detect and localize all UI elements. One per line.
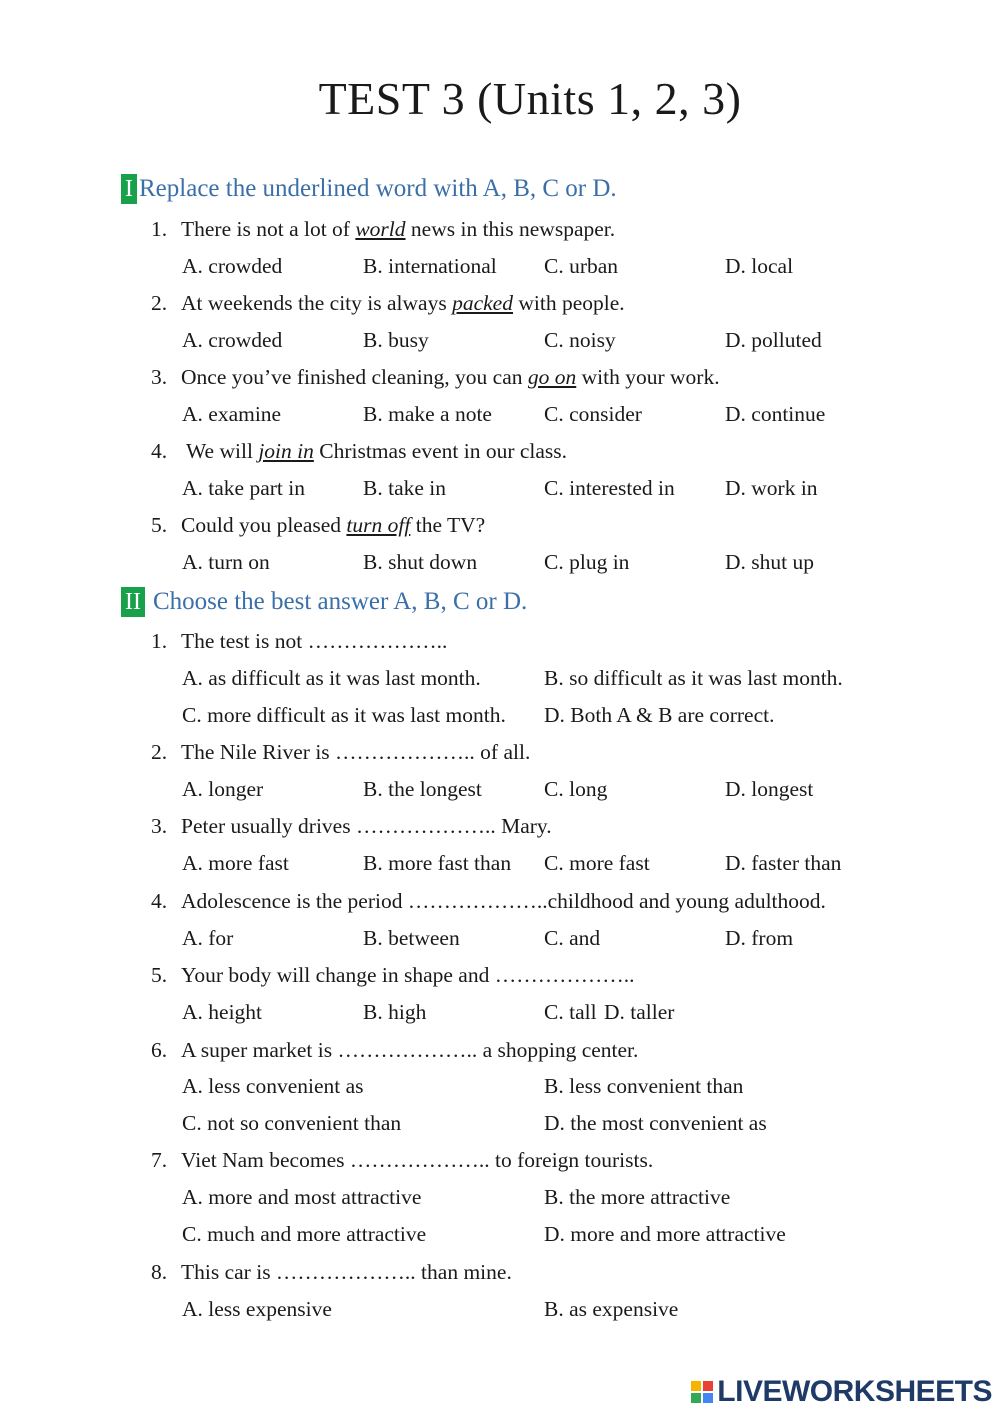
section-2-number: II xyxy=(121,587,145,617)
option-b[interactable]: B. busy xyxy=(363,328,429,352)
question-text: There is not a lot of world news in this newspaper. xyxy=(181,217,616,241)
underlined-word: world xyxy=(355,217,406,241)
section-1-instruction: Replace the underlined word with A, B, C or D. xyxy=(139,175,617,202)
underlined-word: packed xyxy=(452,291,513,315)
question-number: 4. xyxy=(151,439,168,463)
option-d[interactable]: D. local xyxy=(725,254,794,278)
option-b[interactable]: B. international xyxy=(363,254,497,278)
section-1-heading xyxy=(121,172,617,206)
question-text: At weekends the city is always packed with people. xyxy=(181,291,625,315)
option-d[interactable]: D. continue xyxy=(725,402,826,426)
question-text: The Nile River is ……………….. of all. xyxy=(181,740,531,764)
option-a[interactable]: A. turn on xyxy=(182,550,270,574)
option-c[interactable]: C. more fast xyxy=(544,851,650,875)
question-number: 3. xyxy=(151,814,168,838)
question-text: Could you pleased turn off the TV? xyxy=(181,513,486,537)
option-d[interactable]: D. work in xyxy=(725,476,818,500)
option-d[interactable]: D. Both A & B are correct. xyxy=(544,703,775,727)
question-number: 2. xyxy=(151,291,168,315)
option-d[interactable]: D. longest xyxy=(725,777,814,801)
question-text: We will join in Christmas event in our class. xyxy=(181,439,568,463)
option-c[interactable]: C. consider xyxy=(544,402,642,426)
underlined-word: join in xyxy=(258,439,314,463)
option-c[interactable]: C. noisy xyxy=(544,328,616,352)
question-number: 8. xyxy=(151,1260,168,1284)
option-b[interactable]: B. high xyxy=(363,1000,427,1024)
option-a[interactable]: A. less expensive xyxy=(182,1297,332,1321)
option-c[interactable]: C. long xyxy=(544,777,608,801)
question-number: 5. xyxy=(151,963,168,987)
option-d[interactable]: D. taller xyxy=(604,1000,675,1024)
option-a[interactable]: A. take part in xyxy=(182,476,305,500)
liveworksheets-logo xyxy=(691,1375,992,1409)
question-text: Viet Nam becomes ……………….. to foreign tourists. xyxy=(181,1148,654,1172)
option-c[interactable]: C. more difficult as it was last month. xyxy=(182,703,506,727)
section-2-heading xyxy=(121,585,527,619)
question-text: A super market is ……………….. a shopping center. xyxy=(181,1038,639,1062)
option-c[interactable]: C. much and more attractive xyxy=(182,1222,427,1246)
section-1-number: I xyxy=(121,174,137,204)
option-b[interactable]: B. as expensive xyxy=(544,1297,679,1321)
option-a[interactable]: A. crowded xyxy=(182,254,283,278)
question-number: 4. xyxy=(151,889,168,913)
question-number: 6. xyxy=(151,1038,168,1062)
option-c[interactable]: C. and xyxy=(544,926,601,950)
option-d[interactable]: D. faster than xyxy=(725,851,842,875)
question-number: 5. xyxy=(151,513,168,537)
option-b[interactable]: B. less convenient than xyxy=(544,1074,744,1098)
question-text: Adolescence is the period ………………..childhood and young adulthood. xyxy=(181,889,826,913)
question-text: The test is not ……………….. xyxy=(181,629,448,653)
section-2-instruction: Choose the best answer A, B, C or D. xyxy=(152,588,528,615)
option-c[interactable]: C. not so convenient than xyxy=(182,1111,402,1135)
option-b[interactable]: B. take in xyxy=(363,476,446,500)
option-d[interactable]: D. polluted xyxy=(725,328,822,352)
underlined-word: turn off xyxy=(346,513,411,537)
option-a[interactable]: A. for xyxy=(182,926,234,950)
option-c[interactable]: C. urban xyxy=(544,254,619,278)
question-text: Once you’ve finished cleaning, you can go on with your work. xyxy=(181,365,720,389)
option-c[interactable]: C. tall xyxy=(544,1000,597,1024)
option-a[interactable]: A. examine xyxy=(182,402,282,426)
question-text: Peter usually drives ……………….. Mary. xyxy=(181,814,552,838)
option-b[interactable]: B. the more attractive xyxy=(544,1185,731,1209)
option-b[interactable]: B. shut down xyxy=(363,550,478,574)
question-text: This car is ……………….. than mine. xyxy=(181,1260,512,1284)
option-a[interactable]: A. less convenient as xyxy=(182,1074,364,1098)
option-d[interactable]: D. more and more attractive xyxy=(544,1222,786,1246)
question-number: 2. xyxy=(151,740,168,764)
option-a[interactable]: A. more and most attractive xyxy=(182,1185,422,1209)
option-d[interactable]: D. from xyxy=(725,926,794,950)
question-number: 3. xyxy=(151,365,168,389)
option-a[interactable]: A. crowded xyxy=(182,328,283,352)
option-b[interactable]: B. between xyxy=(363,926,460,950)
option-b[interactable]: B. so difficult as it was last month. xyxy=(544,666,843,690)
option-b[interactable]: B. the longest xyxy=(363,777,482,801)
option-b[interactable]: B. more fast than xyxy=(363,851,512,875)
option-a[interactable]: A. height xyxy=(182,1000,263,1024)
logo-icon xyxy=(691,1381,713,1403)
option-b[interactable]: B. make a note xyxy=(363,402,492,426)
option-d[interactable]: D. shut up xyxy=(725,550,814,574)
option-c[interactable]: C. plug in xyxy=(544,550,630,574)
option-a[interactable]: A. longer xyxy=(182,777,264,801)
page-title: TEST 3 (Units 1, 2, 3) xyxy=(318,73,742,124)
question-text: Your body will change in shape and ……………….. xyxy=(181,963,635,987)
question-number: 1. xyxy=(151,629,168,653)
underlined-word: go on xyxy=(527,365,577,389)
option-c[interactable]: C. interested in xyxy=(544,476,675,500)
option-a[interactable]: A. as difficult as it was last month. xyxy=(182,666,481,690)
logo-text: LIVEWORKSHEETS xyxy=(717,1375,992,1408)
question-number: 7. xyxy=(151,1148,168,1172)
option-d[interactable]: D. the most convenient as xyxy=(544,1111,767,1135)
question-number: 1. xyxy=(151,217,168,241)
option-a[interactable]: A. more fast xyxy=(182,851,289,875)
